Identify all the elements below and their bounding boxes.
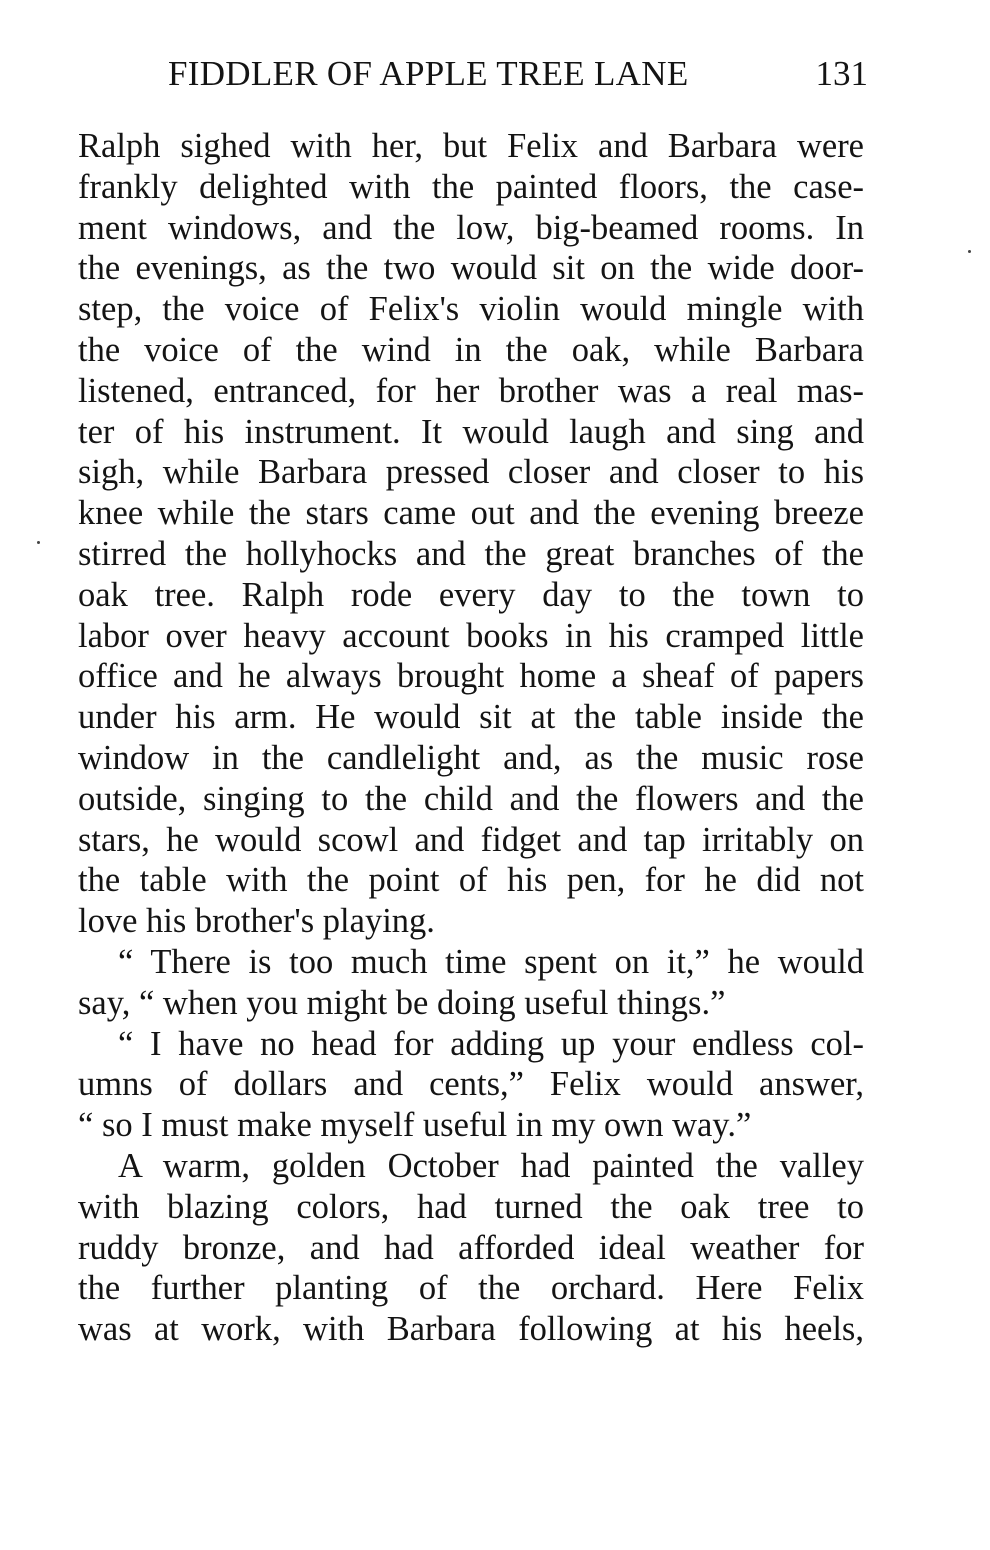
text-line: “ so I must make myself useful in my own way.” — [78, 1106, 752, 1145]
text-line: frankly delighted with the painted floors, the case- — [78, 167, 864, 206]
text-line: outside, singing to the child and the flowers and the — [78, 779, 864, 818]
text-line: “ I have no head for adding up your endless col- — [118, 1024, 864, 1063]
text-line: was at work, with Barbara following at his heels, — [78, 1310, 864, 1349]
text-line: Ralph sighed with her, but Felix and Barbara were — [78, 127, 864, 165]
text-line: umns of dollars and cents,” Felix would answer, — [78, 1065, 864, 1104]
text-line: knee while the stars came out and the evening breeze — [78, 494, 864, 533]
print-speck — [968, 250, 971, 253]
text-line: ment windows, and the low, big-beamed rooms. In — [78, 208, 864, 247]
text-line: the voice of the wind in the oak, while Barbara — [78, 330, 864, 369]
text-line: labor over heavy account books in his cramped little — [78, 616, 864, 655]
text-line: the evenings, as the two would sit on the wide door- — [78, 249, 864, 288]
text-line: with blazing colors, had turned the oak tree to — [78, 1187, 864, 1226]
text-line: window in the candlelight and, as the music rose — [78, 738, 864, 777]
running-head-title: FIDDLER OF APPLE TREE LANE — [168, 54, 689, 93]
text-line: love his brother's playing. — [78, 902, 435, 941]
page-number: 131 — [815, 54, 868, 93]
text-line: A warm, golden October had painted the valley — [118, 1146, 864, 1185]
running-head — [160, 52, 868, 96]
text-line: sigh, while Barbara pressed closer and closer to his — [78, 453, 864, 492]
text-line: oak tree. Ralph rode every day to the town to — [78, 575, 864, 614]
text-line: the table with the point of his pen, for he did not — [78, 861, 864, 900]
text-line: ter of his instrument. It would laugh and sing and — [78, 412, 864, 451]
text-line: stars, he would scowl and fidget and tap irritably on — [78, 820, 864, 859]
text-line: office and he always brought home a sheaf of papers — [78, 657, 864, 696]
text-line: the further planting of the orchard. Here Felix — [78, 1269, 864, 1308]
body-text — [78, 126, 864, 1350]
text-line: “ There is too much time spent on it,” he would — [118, 942, 864, 981]
text-line: listened, entranced, for her brother was a real mas- — [78, 371, 864, 410]
text-line: ruddy bronze, and had afforded ideal weather for — [78, 1228, 864, 1267]
print-speck — [37, 541, 40, 544]
text-line: under his arm. He would sit at the table inside the — [78, 698, 864, 737]
text-line: step, the voice of Felix's violin would mingle with — [78, 290, 864, 329]
text-line: say, “ when you might be doing useful things.” — [78, 983, 726, 1022]
text-line: stirred the hollyhocks and the great branches of the — [78, 534, 864, 573]
